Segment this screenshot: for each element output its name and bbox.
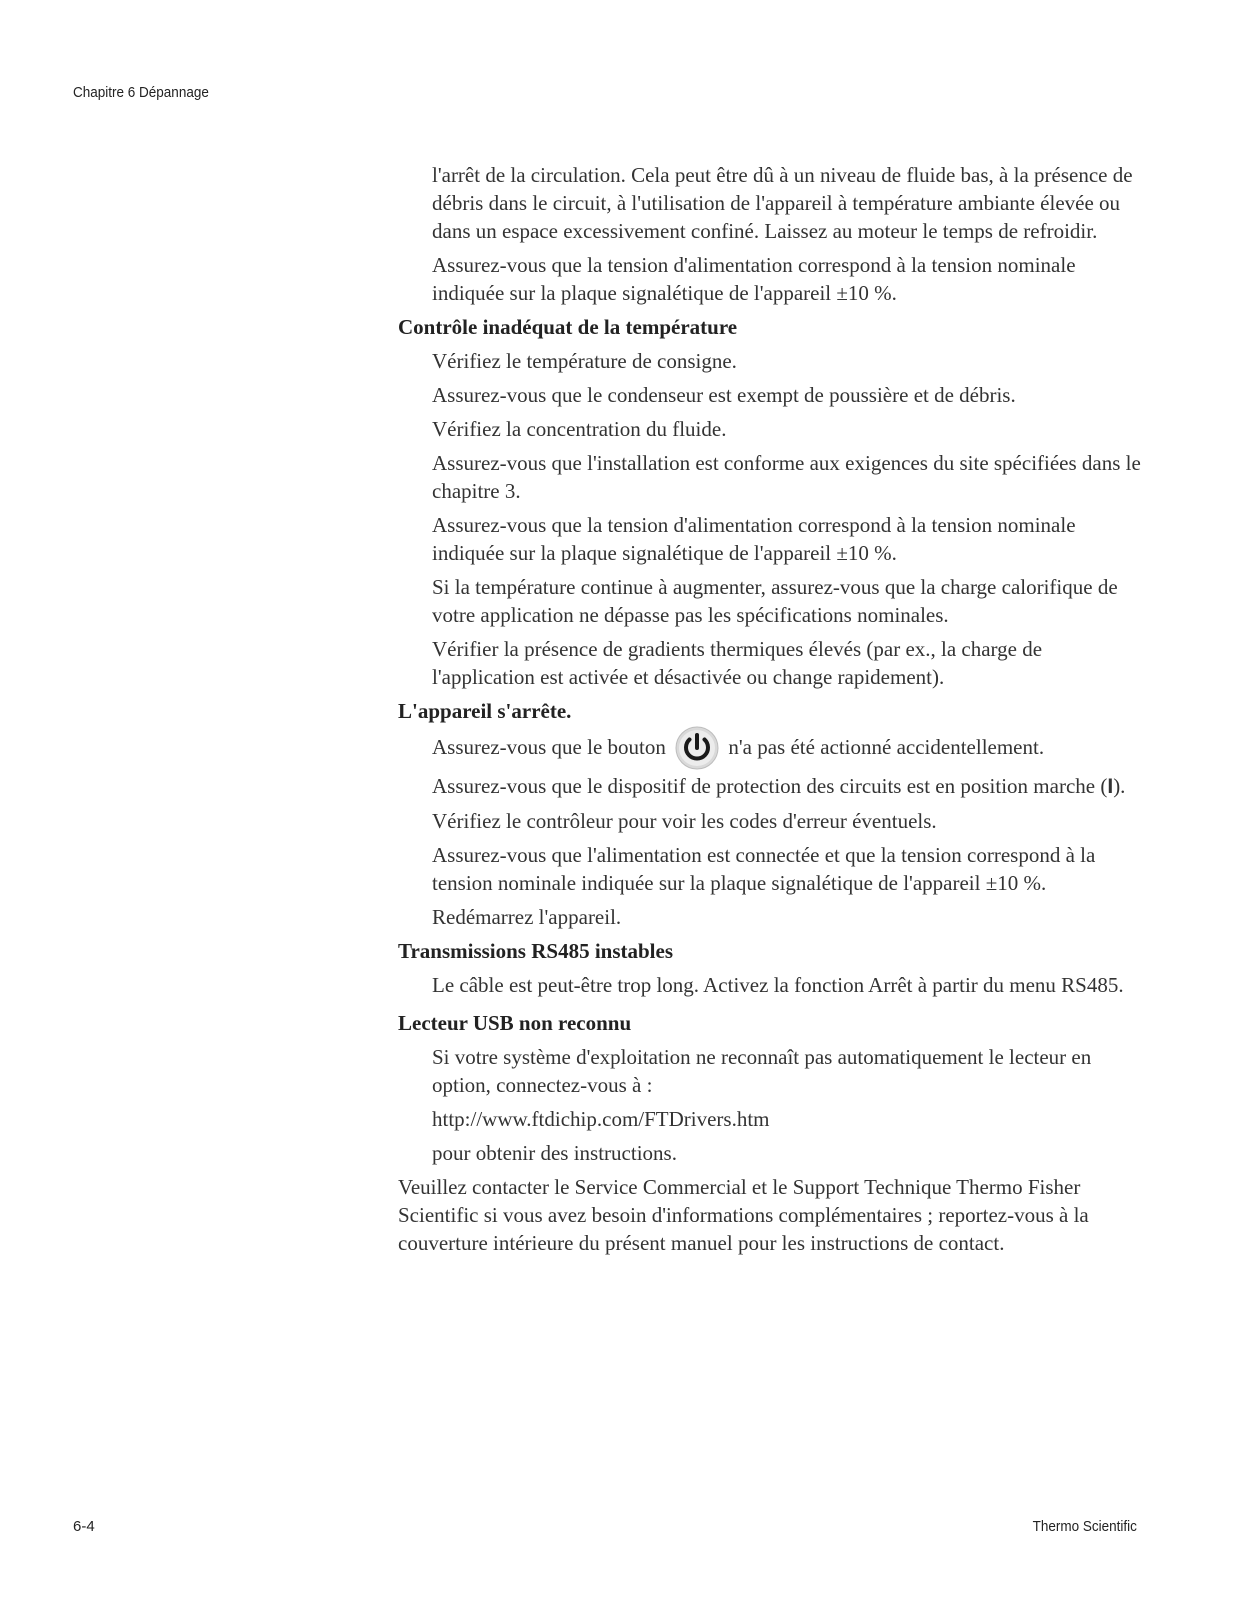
on-position-symbol: I bbox=[1107, 775, 1114, 799]
breaker-text: Assurez-vous que le dispositif de protection des circuits est en position marche ( bbox=[432, 774, 1108, 799]
section-heading-rs485: Transmissions RS485 instables bbox=[398, 939, 674, 964]
driver-url: http://www.ftdichip.com/FTDrivers.htm bbox=[432, 1107, 770, 1132]
list-item: Assurez-vous que l'installation est conforme aux exigences du site spécifiées dans le chapitre 3. bbox=[432, 451, 1141, 503]
power-icon bbox=[675, 726, 719, 770]
power-text-after: n'a pas été actionné accidentellement. bbox=[728, 735, 1045, 759]
list-item: Redémarrez l'appareil. bbox=[432, 905, 622, 930]
power-text-before: Assurez-vous que le bouton bbox=[432, 735, 666, 759]
list-item: Vérifiez la concentration du fluide. bbox=[432, 417, 727, 441]
list-item: Assurez-vous que l'alimentation est connectée et que la tension correspond à la tension nominale indiquée sur la plaque signalétique de l'appareil ±10 %. bbox=[432, 843, 1096, 896]
closing-paragraph: Veuillez contacter le Service Commercial et le Support Technique Thermo Fisher Scientific si vous avez besoin d'informations complémentaires ; reportez-vous à la couverture intérieure du présent manuel pour les instructions de contact. bbox=[398, 1175, 1089, 1256]
list-item: pour obtenir des instructions. bbox=[432, 1141, 677, 1166]
list-item: Le câble est peut-être trop long. Activez la fonction Arrêt à partir du menu RS485. bbox=[432, 973, 1124, 998]
intro-voltage-paragraph: Assurez-vous que la tension d'alimentation correspond à la tension nominale indiquée sur la plaque signalétique de l'appareil ±10 %. bbox=[432, 253, 1076, 305]
list-item: Assurez-vous que le condenseur est exempt de poussière et de débris. bbox=[432, 383, 1016, 407]
section-heading-temperature: Contrôle inadéquat de la température bbox=[398, 315, 738, 339]
breaker-paragraph bbox=[432, 772, 1150, 801]
breaker-close: ). bbox=[1113, 774, 1126, 799]
page-number: 6-4 bbox=[73, 1518, 95, 1535]
running-head: Chapitre 6 Dépannage bbox=[73, 84, 209, 101]
page-content bbox=[398, 161, 1150, 1257]
list-item: Si votre système d'exploitation ne reconnaît pas automatiquement le lecteur en option, connectez-vous à : bbox=[432, 1045, 1092, 1098]
section-heading-shutdown: L'appareil s'arrête. bbox=[398, 699, 572, 723]
list-item: Vérifiez le température de consigne. bbox=[432, 349, 737, 373]
list-item: Assurez-vous que la tension d'alimentation correspond à la tension nominale indiquée sur la plaque signalétique de l'appareil ±10 %. bbox=[432, 513, 1076, 565]
footer-brand: Thermo Scientific bbox=[1032, 1518, 1137, 1535]
list-item: Vérifier la présence de gradients thermiques élevés (par ex., la charge de l'application est activée et désactivée ou change rapidement). bbox=[432, 637, 1043, 689]
list-item: Vérifiez le contrôleur pour voir les codes d'erreur éventuels. bbox=[432, 809, 937, 834]
power-button-paragraph bbox=[432, 733, 1150, 762]
list-item: Si la température continue à augmenter, assurez-vous que la charge calorifique de votre application ne dépasse pas les spécifications nominales. bbox=[432, 575, 1118, 627]
section-heading-usb: Lecteur USB non reconnu bbox=[398, 1011, 632, 1036]
intro-paragraph: l'arrêt de la circulation. Cela peut être dû à un niveau de fluide bas, à la présence de débris dans le circuit, à l'utilisation de l'appareil à température ambiante élevée ou dans un espace excessivement confiné. Laissez au moteur le temps de refroidir. bbox=[432, 163, 1133, 243]
